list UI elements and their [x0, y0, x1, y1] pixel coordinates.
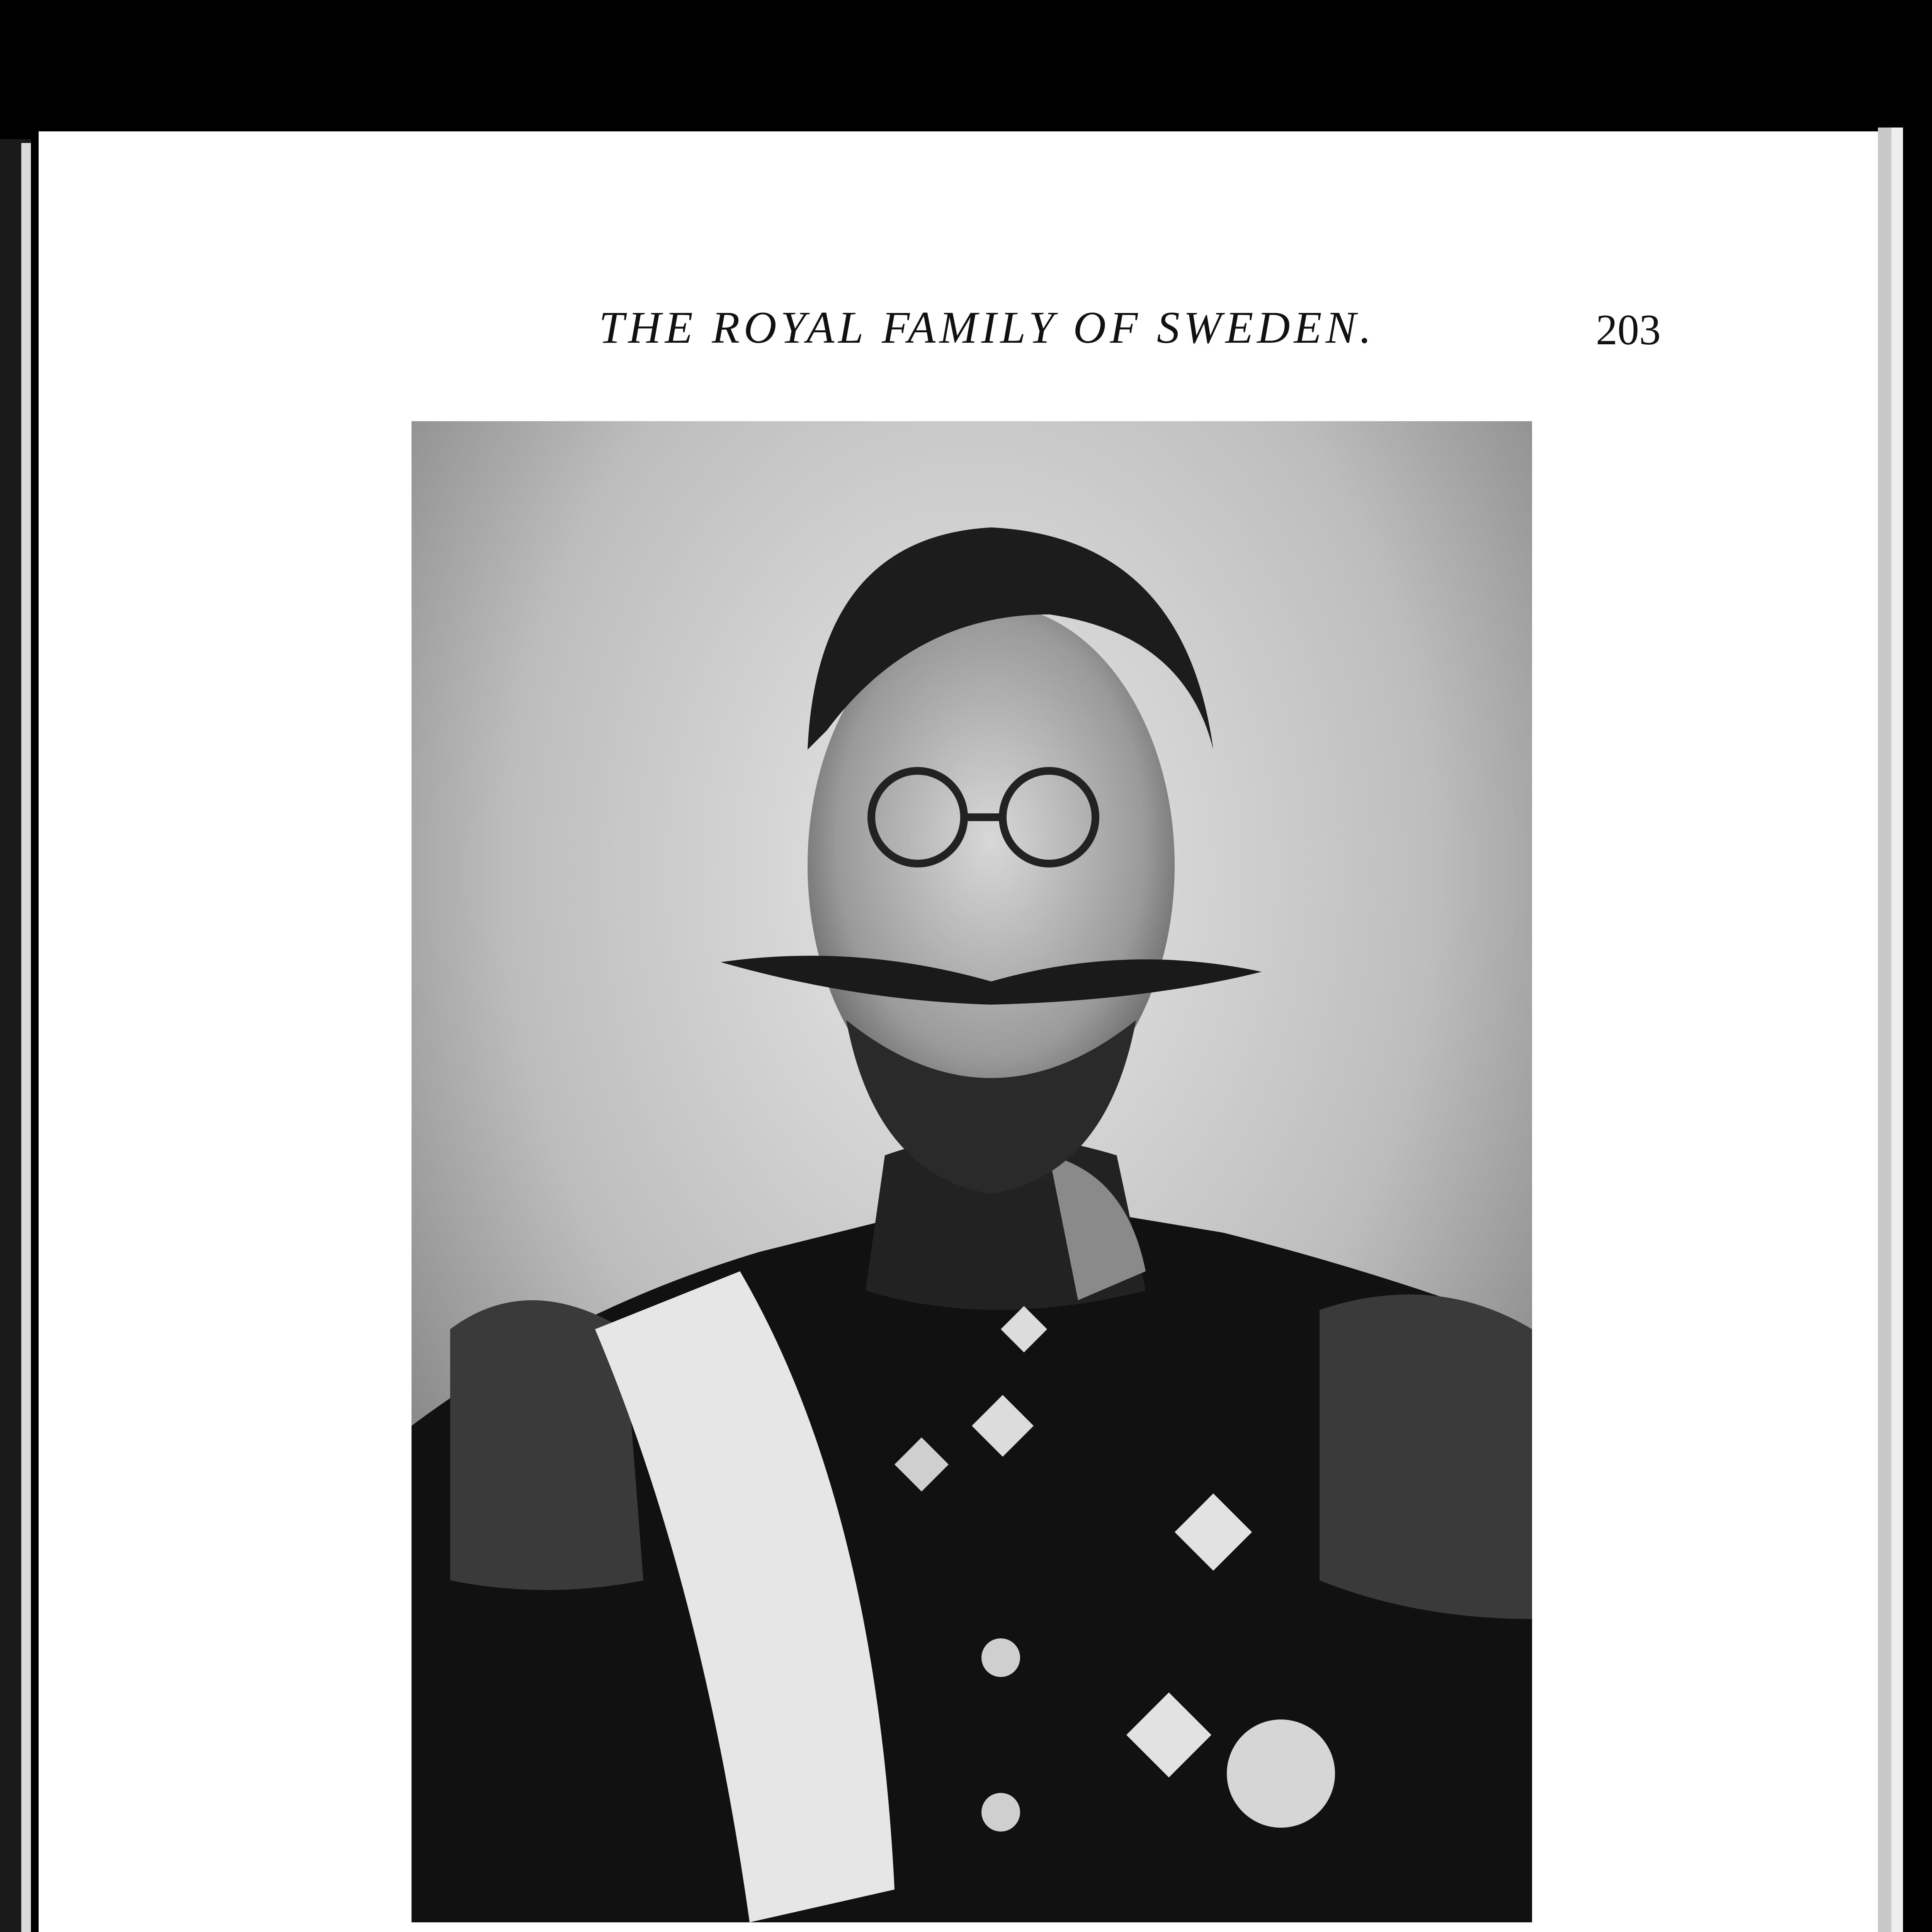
facing-page-edge	[21, 143, 31, 1932]
portrait-illustration	[412, 421, 1532, 1922]
page-stack-edge-inner	[1891, 128, 1903, 1932]
portrait-photograph	[412, 421, 1532, 1922]
page-number: 203	[1596, 306, 1661, 354]
running-title: THE ROYAL FAMILY OF SWEDEN.	[599, 302, 1375, 353]
